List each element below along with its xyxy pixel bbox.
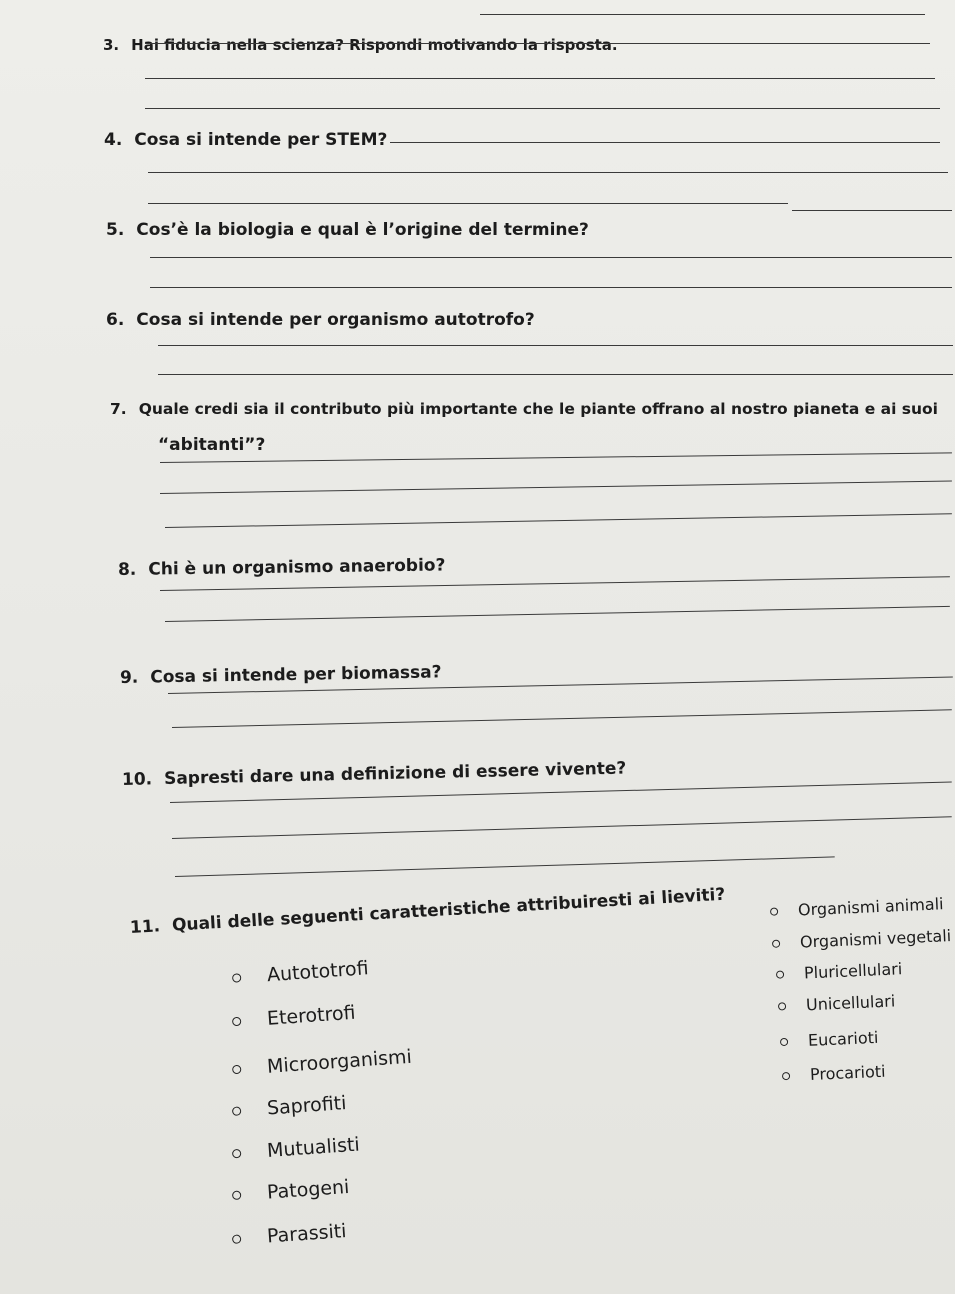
question-8: 8. Chi è un organismo anaerobio? [117, 555, 446, 580]
radio-circle-icon[interactable] [232, 1234, 242, 1244]
option-patogeni[interactable]: Patogeni [231, 1176, 350, 1206]
answer-line[interactable] [150, 257, 952, 258]
answer-line[interactable] [148, 172, 948, 173]
radio-circle-icon[interactable] [780, 1037, 788, 1045]
question-6: 6. Cosa si intende per organismo autotrofo? [106, 310, 535, 330]
option-pluricellulari[interactable]: Pluricellulari [776, 959, 903, 983]
answer-line[interactable] [158, 345, 953, 346]
radio-circle-icon[interactable] [232, 1148, 242, 1158]
question-10: 10. Sapresti dare una definizione di essere vivente? [121, 758, 627, 790]
option-procarioti[interactable]: Procarioti [782, 1062, 886, 1085]
radio-circle-icon[interactable] [770, 907, 778, 915]
answer-line[interactable] [172, 816, 952, 839]
answer-line[interactable] [145, 108, 940, 109]
option-autototrofi[interactable]: Autototrofi [231, 957, 369, 988]
question-5: 5. Cos’è la biologia e qual è l’origine del termine? [106, 220, 589, 240]
answer-line[interactable] [480, 14, 925, 15]
radio-circle-icon[interactable] [776, 970, 784, 978]
answer-line[interactable] [172, 709, 952, 728]
answer-line[interactable] [150, 287, 952, 288]
answer-line[interactable] [160, 481, 952, 494]
answer-line[interactable] [160, 576, 950, 591]
option-eucarioti[interactable]: Eucarioti [780, 1028, 879, 1051]
answer-line[interactable] [792, 210, 952, 211]
radio-circle-icon[interactable] [772, 939, 780, 947]
radio-circle-icon[interactable] [232, 1190, 242, 1200]
option-saprofiti[interactable]: Saprofiti [231, 1092, 347, 1122]
option-parassiti[interactable]: Parassiti [231, 1220, 347, 1250]
answer-line[interactable] [145, 43, 930, 44]
question-3: 3. Hai fiducia nella scienza? Rispondi motivando la risposta. [103, 36, 618, 54]
answer-line[interactable] [165, 606, 950, 622]
question-9: 9. Cosa si intende per biomassa? [119, 662, 442, 688]
question-7-continued: “abitanti”? [158, 435, 266, 455]
answer-line[interactable] [390, 142, 940, 143]
answer-line[interactable] [175, 856, 835, 877]
radio-circle-icon[interactable] [232, 1064, 242, 1074]
radio-circle-icon[interactable] [232, 1106, 242, 1116]
answer-line[interactable] [145, 78, 935, 79]
question-11: 11. Quali delle seguenti caratteristiche attribuiresti ai lieviti? [129, 884, 726, 938]
answer-line[interactable] [158, 374, 953, 375]
option-organismi-animali[interactable]: Organismi animali [770, 894, 944, 921]
option-unicellulari[interactable]: Unicellulari [778, 991, 896, 1015]
question-4: 4. Cosa si intende per STEM? [104, 130, 388, 150]
option-microorganismi[interactable]: Microorganismi [231, 1046, 412, 1080]
radio-circle-icon[interactable] [782, 1071, 790, 1079]
radio-circle-icon[interactable] [232, 973, 242, 983]
answer-line[interactable] [160, 452, 952, 463]
radio-circle-icon[interactable] [778, 1002, 786, 1010]
answer-line[interactable] [148, 203, 788, 204]
option-eterotrofi[interactable]: Eterotrofi [231, 1002, 356, 1033]
question-7: 7. Quale credi sia il contributo più importante che le piante offrano al nostro pianeta e ai suoi [110, 400, 938, 418]
option-organismi-vegetali[interactable]: Organismi vegetali [772, 926, 952, 953]
option-mutualisti[interactable]: Mutualisti [231, 1134, 360, 1165]
radio-circle-icon[interactable] [232, 1016, 242, 1026]
answer-line[interactable] [165, 513, 952, 528]
